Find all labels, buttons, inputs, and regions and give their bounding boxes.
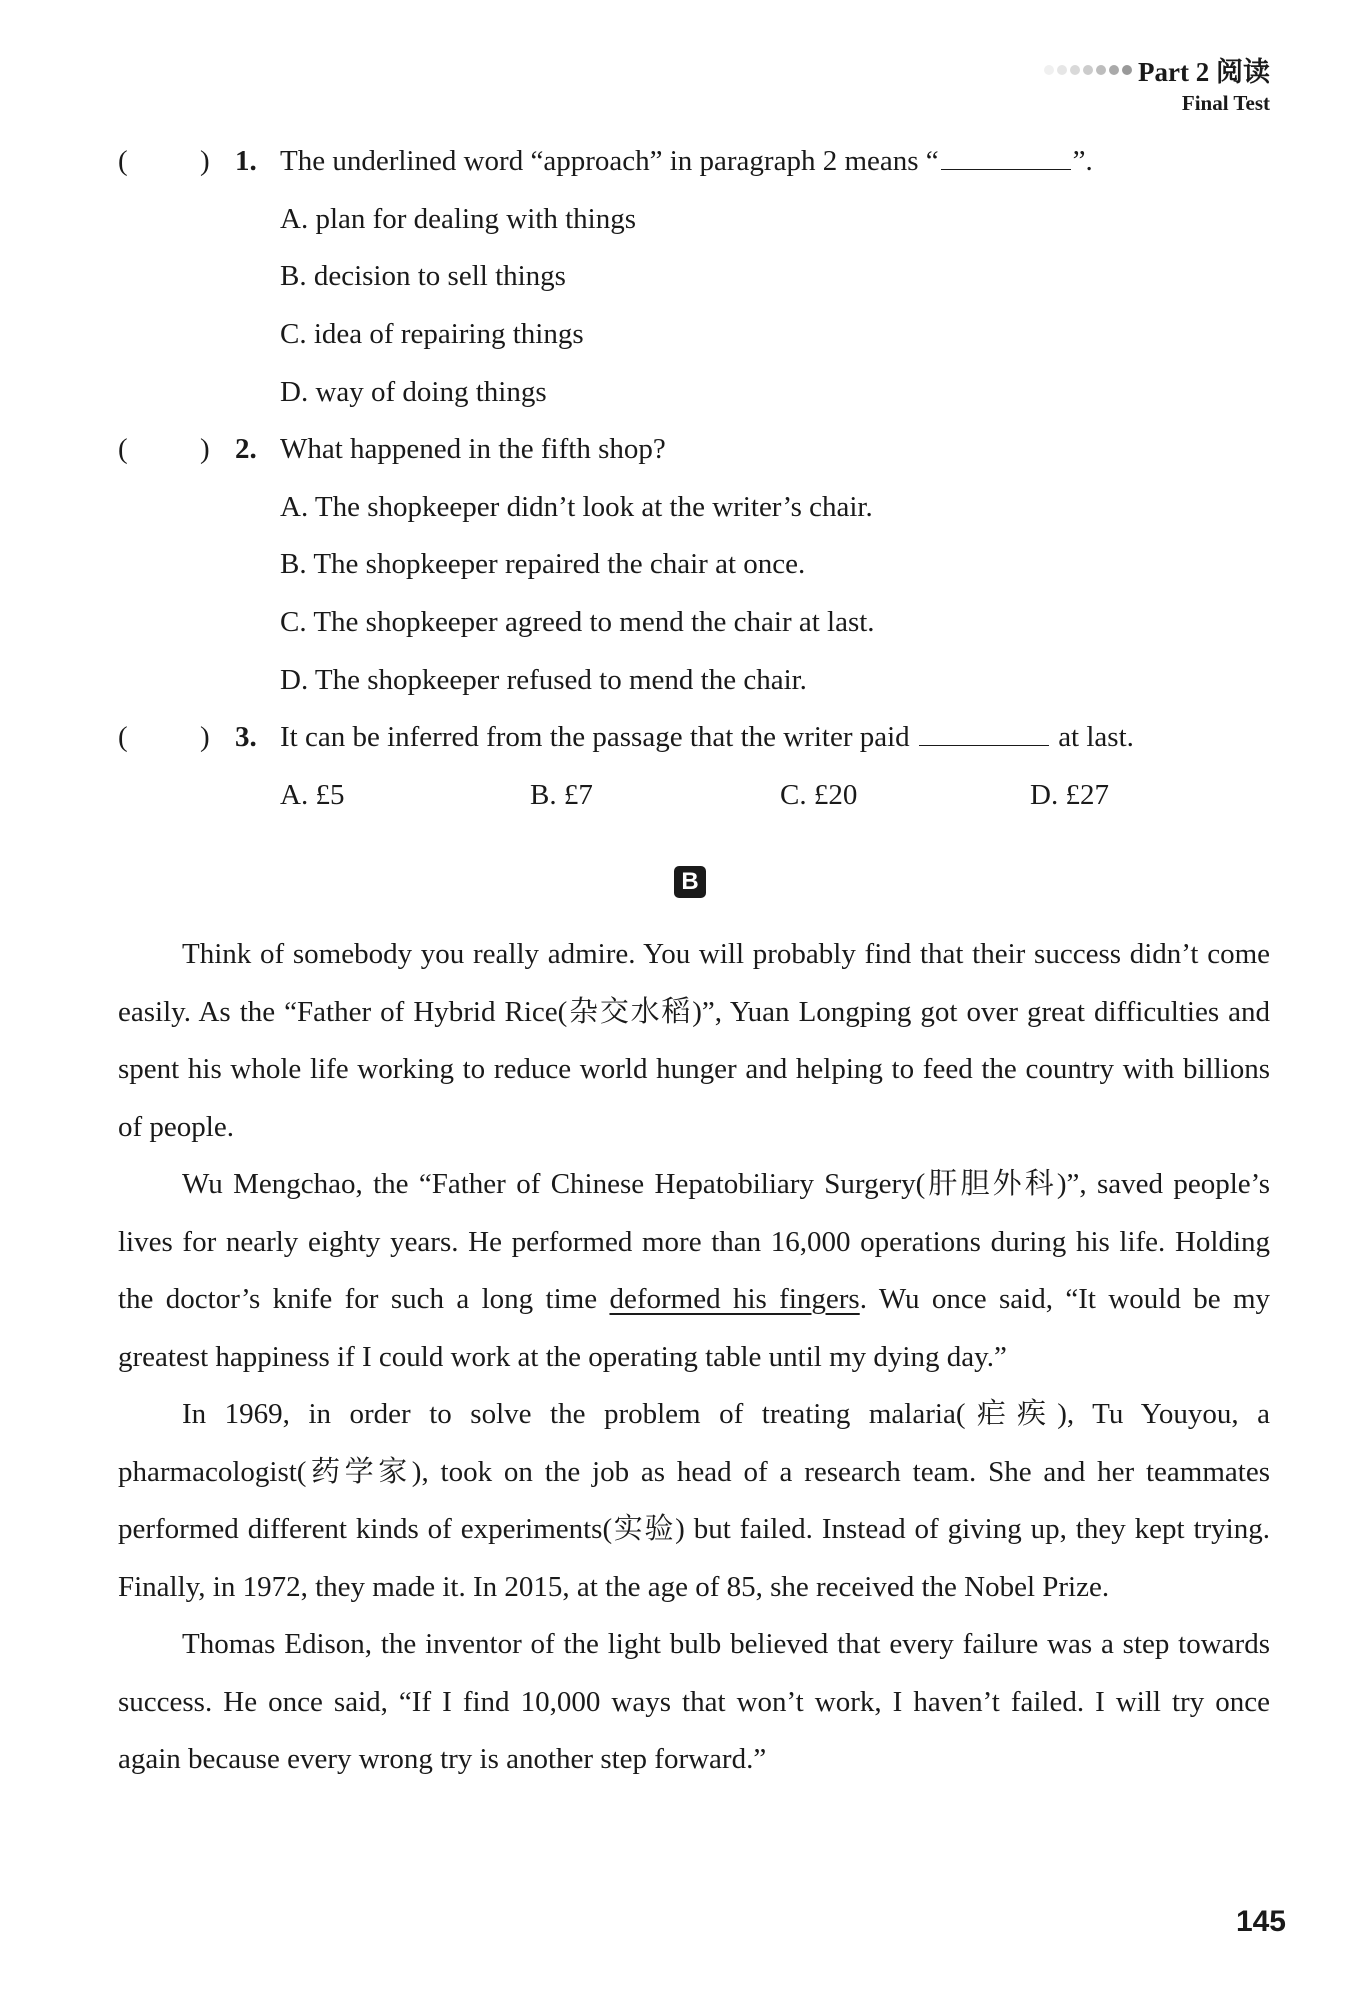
answer-paren-right: ) (200, 145, 210, 177)
option: A. plan for dealing with things (280, 203, 637, 235)
answer-blank (941, 147, 1071, 170)
option: B. The shopkeeper repaired the chair at once. (280, 548, 806, 580)
option: D. way of doing things (280, 376, 547, 408)
decorative-dot (1083, 65, 1093, 75)
decorative-dot (1109, 65, 1119, 75)
section-b-badge: B (674, 866, 706, 898)
decorative-dot (1057, 65, 1067, 75)
option: C. £20 (780, 779, 858, 811)
question-number: 2. (235, 433, 257, 465)
decorative-dot (1044, 65, 1054, 75)
option: A. £5 (280, 779, 345, 811)
option: D. The shopkeeper refused to mend the chair. (280, 664, 807, 696)
answer-paren-left: ( (118, 721, 128, 753)
decorative-dot (1096, 65, 1106, 75)
reading-passage (118, 926, 1270, 1789)
option: C. idea of repairing things (280, 318, 584, 350)
decorative-dot (1070, 65, 1080, 75)
option: A. The shopkeeper didn’t look at the writer’s chair. (280, 491, 873, 523)
passage-paragraph-4: Thomas Edison, the inventor of the light bulb believed that every failure was a step towards success. He once said, “If I find 10,000 ways that won’t work, I haven’t failed. I will try once again because every wrong try is another step forward.” (118, 1628, 1270, 1775)
question-stem: It can be inferred from the passage that the writer paid at last. (280, 721, 1134, 753)
question-stem: The underlined word “approach” in paragraph 2 means “ ”. (280, 145, 1093, 177)
option: B. £7 (530, 779, 593, 811)
decorative-dot (1122, 65, 1132, 75)
question-number: 1. (235, 145, 257, 177)
answer-blank (919, 723, 1049, 746)
underlined-phrase: deformed his fingers (609, 1283, 860, 1315)
part-title: Part 2 阅读 (1138, 57, 1270, 87)
answer-paren-right: ) (200, 721, 210, 753)
question-stem: What happened in the fifth shop? (280, 433, 666, 465)
decorative-dots (1044, 65, 1132, 75)
answer-paren-left: ( (118, 145, 128, 177)
passage-paragraph-3: In 1969, in order to solve the problem of treating malaria(疟疾), Tu Youyou, a pharmacologist(药学家), took on the job as head of a research team. She and her teammates performed different kinds of experiments(实验) but failed. Instead of giving up, they kept trying. Finally, in 1972, they made it. In 2015, at the age of 85, she received the Nobel Prize. (118, 1398, 1270, 1603)
answer-paren-left: ( (118, 433, 128, 465)
option: C. The shopkeeper agreed to mend the chair at last. (280, 606, 875, 638)
option: D. £27 (1030, 779, 1109, 811)
page-header (1044, 50, 1270, 116)
test-subtitle: Final Test (1181, 91, 1270, 115)
page-number: 145 (1235, 1905, 1286, 1938)
question-number: 3. (235, 721, 257, 753)
passage-paragraph-1: Think of somebody you really admire. You will probably find that their success didn’t come easily. As the “Father of Hybrid Rice(杂交水稻)”, Yuan Longping got over great difficulties and spent his whole life working to reduce world hunger and helping to feed the country with billions of people. (118, 938, 1270, 1143)
answer-paren-right: ) (200, 433, 210, 465)
option: B. decision to sell things (280, 260, 566, 292)
passage-paragraph-2: Wu Mengchao, the “Father of Chinese Hepatobiliary Surgery(肝胆外科)”, saved people’s lives for nearly eighty years. He performed more than 16,000 operations during his life. Holding the doctor’s knife for such a long time deformed his fingers. Wu once said, “It would be my greatest happiness if I could work at the operating table until my dying day.” (118, 1168, 1270, 1373)
